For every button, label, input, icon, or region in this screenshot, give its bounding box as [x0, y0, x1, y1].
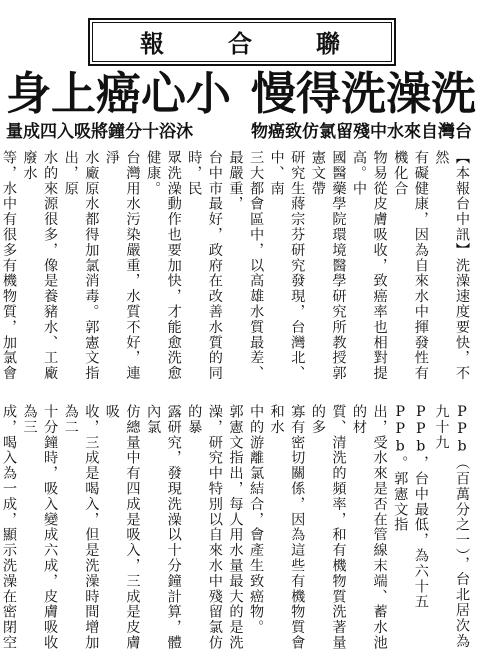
article-column: 質、清洗的頻率，和有機物質洗著量的多	[309, 404, 347, 651]
article-column: 收，三成是喝入，但是洗澡時間增加為二	[62, 404, 100, 651]
article-column: 【本報台中訊】洗澡速度要快，不然	[433, 150, 470, 381]
masthead-char: 聯	[316, 28, 344, 58]
article-column: 露研究，發現洗澡以十分鐘計算，體內氯	[145, 404, 182, 651]
masthead-title	[90, 27, 394, 58]
article-column: PPb，台中最低，為六十五PPb。郭憲文指	[392, 404, 429, 610]
article-column: 三大都會區中，以高雄水質最差、最嚴重，	[227, 150, 265, 381]
subheadline	[6, 118, 472, 146]
article-column: 水廠原水都得加氯消毒。郭憲文指出，原	[62, 150, 100, 381]
subhead-right: 物癌致仿氯留殘中水來自灣台	[251, 122, 472, 142]
article-column: 眾洗澡動作也要加快，才能愈洗愈健康。	[145, 150, 182, 381]
article-column: 澡，研究中特別以自來水中殘留氯仿的暴	[186, 404, 223, 651]
article-column: 出，受水來是否在管線末端、蓄水池的材	[351, 404, 388, 651]
article-column: 水的來源很多，像是養豬水、工廠廢水	[21, 150, 59, 381]
headline	[6, 66, 476, 122]
article-column: 國醫藥學院環境醫學研究所教授郭憲文帶	[309, 150, 347, 381]
article-column: PPb（百萬分之一），台北居次為九十九	[433, 404, 470, 649]
article-column: 十分鐘時，吸入變成六成，皮膚吸收為三	[21, 404, 59, 651]
article-column: 中的游離氯結合，會產生致癌物。	[248, 404, 265, 635]
article-column: 研究生蔣宗芬研究發現，台灣北、中、南	[268, 150, 306, 381]
masthead-char: 報	[140, 28, 168, 58]
masthead-char: 合	[228, 28, 256, 58]
article-body-upper	[0, 150, 472, 394]
article-column: 等，水中有很多有機物質，加氯會	[0, 150, 17, 381]
headline-right: 慢得洗澡洗	[250, 67, 476, 120]
subhead-left: 量成四入吸將鐘分十浴沐	[6, 122, 193, 142]
article-body-lower	[0, 404, 472, 660]
article-column: 仿總量中有四成是吸入，三成是皮膚吸	[103, 404, 141, 651]
article-column: 台灣用水污染嚴重，水質不好，連淨	[103, 150, 141, 381]
masthead-box	[88, 18, 396, 66]
article-column: 物易從皮膚吸收，致癌率也相對提高。中	[351, 150, 388, 381]
article-column: 台中市最好，政府在改善水質的同時，民	[186, 150, 223, 381]
article-column: 郭憲文指出，每人用水量最大的是洗	[227, 404, 244, 651]
article-column: 有礙健康，因為自來水中揮發性有機化合	[392, 150, 429, 381]
headline-left: 身上癌心小	[6, 67, 232, 120]
article-column: 寡有密切關係，因為這些有機物質會和水	[268, 404, 306, 651]
article-column: 成，喝入為一成，顯示洗澡在密閉空	[0, 404, 17, 651]
